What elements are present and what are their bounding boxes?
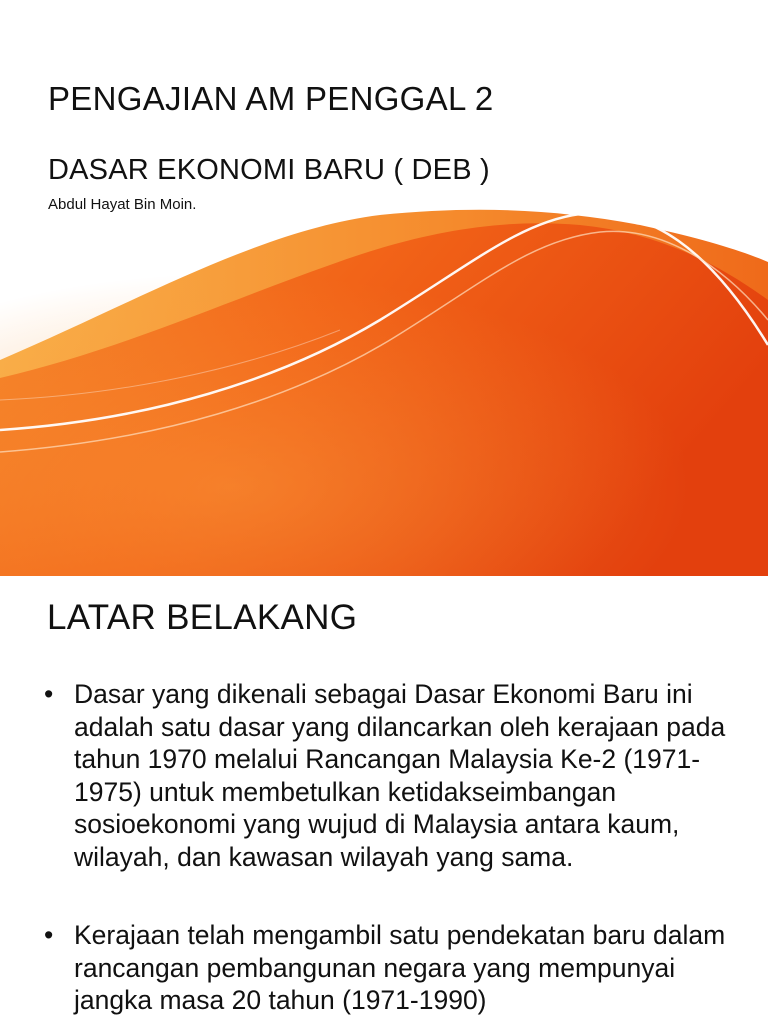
bullet-text: Dasar yang dikenali sebagai Dasar Ekonomi Baru ini adalah satu dasar yang dilancarkan oleh kerajaan pada tahun 1970 melalui Rancangan Malaysia Ke-2 (1971-1975) untuk membetulkan ketidakseimbangan sosioekonomi yang wujud di Malaysia antara kaum, wilayah, dan kawasan wilayah yang sama. <box>74 679 726 872</box>
bullet-item <box>40 678 740 873</box>
bullet-marker: • <box>44 679 54 709</box>
bullet-item <box>40 919 740 1017</box>
section-heading: LATAR BELAKANG <box>47 598 358 637</box>
bullet-text: Kerajaan telah mengambil satu pendekatan baru dalam rancangan pembangunan negara yang mempunyai jangka masa 20 tahun (1971-1990) <box>74 920 726 1015</box>
bullet-list <box>40 678 740 1024</box>
slide-subtitle: DASAR EKONOMI BARU ( DEB ) <box>48 154 490 186</box>
slide-title: PENGAJIAN AM PENGGAL 2 <box>48 80 494 117</box>
author-name: Abdul Hayat Bin Moin. <box>48 196 197 213</box>
content-slide <box>0 576 768 1024</box>
bullet-marker: • <box>44 920 54 950</box>
